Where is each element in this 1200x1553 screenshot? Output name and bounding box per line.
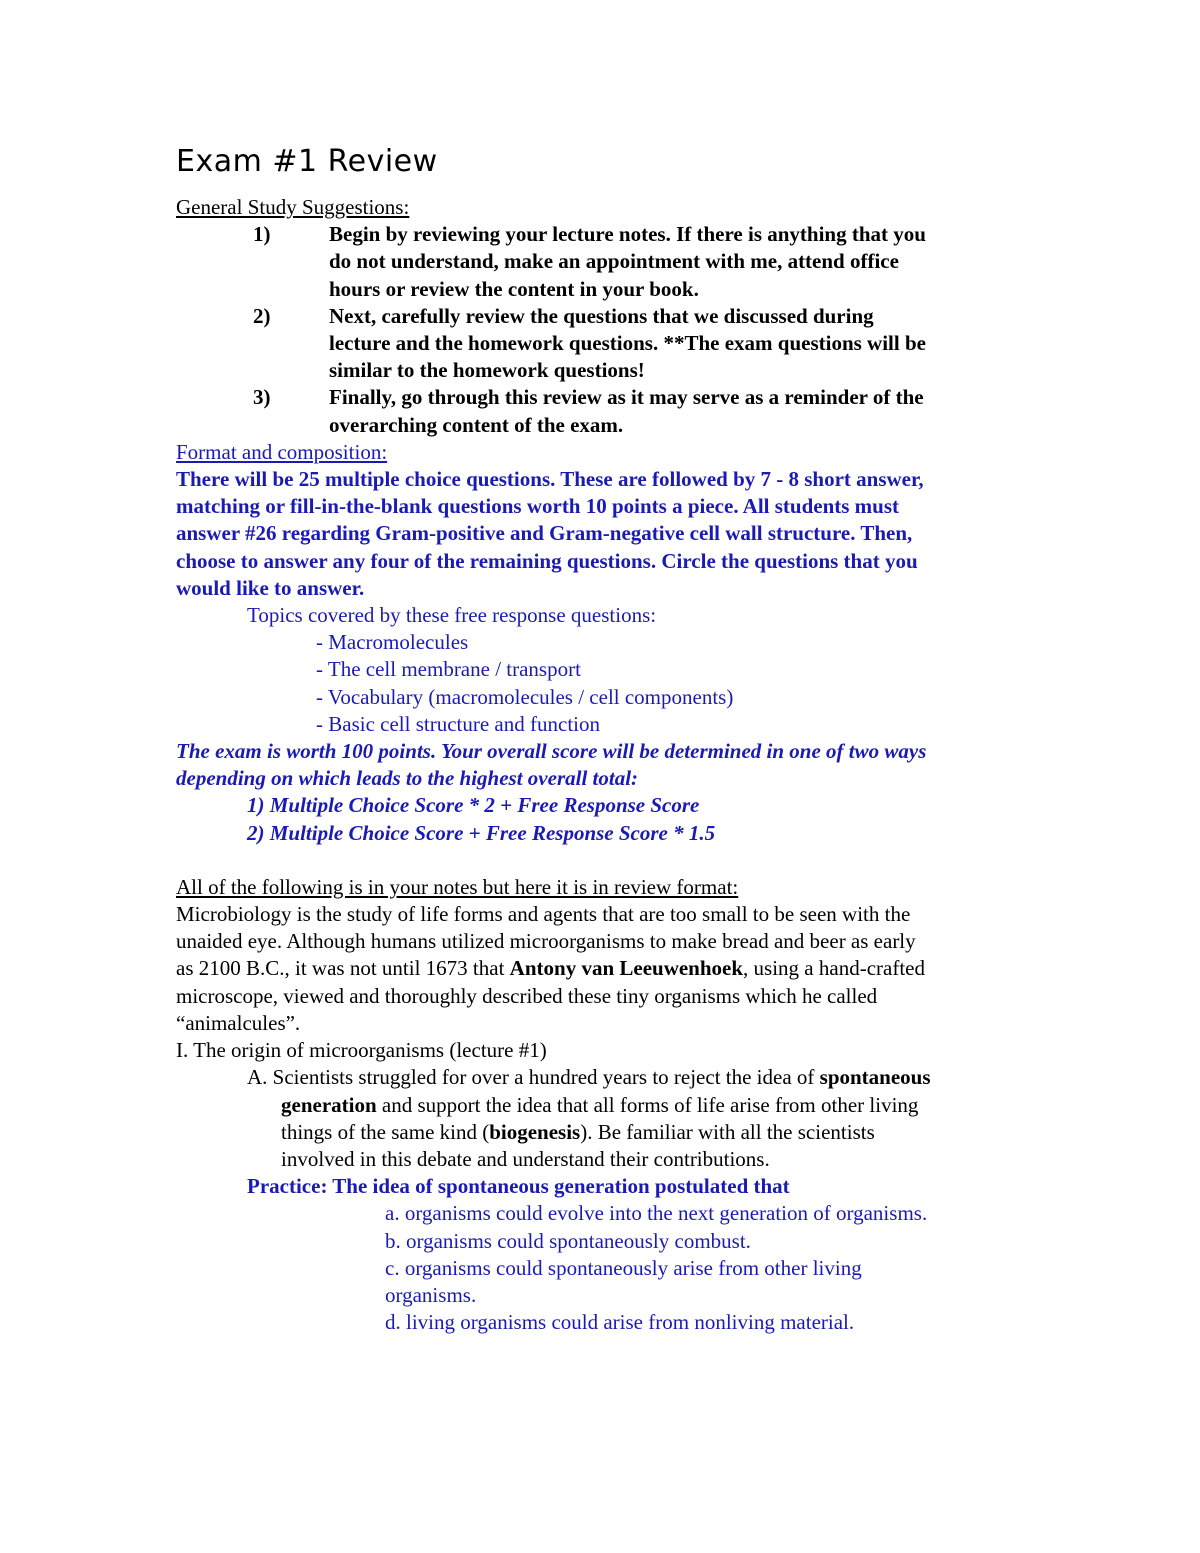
topic-item: - Basic cell structure and function [316,711,600,736]
score-description [176,738,1036,792]
format-paragraph [176,466,1036,602]
score-options [176,792,1036,846]
study-item-number: 3) [253,385,271,410]
topic-item: - Vocabulary (macromolecules / cell components) [316,684,734,709]
study-item-line: Finally, go through this review as it may serve as a reminder of the [329,385,924,410]
study-item-line: Begin by reviewing your lecture notes. If there is anything that you [329,222,926,247]
review-heading: All of the following is in your notes but here it is in review format: [176,874,739,899]
format-heading: Format and composition: [176,439,388,464]
option-b: b. organisms could spontaneously combust. [385,1228,751,1253]
term-spontaneous: spontaneous [819,1065,931,1090]
option-c: c. organisms could spontaneously arise from other living [385,1255,862,1280]
intro-line: unaided eye. Although humans utilized microorganisms to make bread and beer as early [176,929,916,954]
topic-item: - The cell membrane / transport [316,657,581,682]
intro-paragraph [176,901,1036,1037]
study-item-2 [176,303,1036,385]
study-item-3 [176,384,1036,438]
practice-options [176,1200,1036,1336]
study-item-number: 2) [253,303,271,328]
study-item-number: 1) [253,222,271,247]
option-d: d. living organisms could arise from nonliving material. [385,1310,855,1335]
study-item-line: similar to the homework questions! [329,358,645,383]
study-item-line: Next, carefully review the questions that we discussed during [329,303,874,328]
format-line: would like to answer. [176,575,365,600]
term-biogenesis: biogenesis [489,1119,581,1144]
score-option: 1) Multiple Choice Score * 2 + Free Response Score [247,793,700,818]
section-heading-1: I. The origin of microorganisms (lecture #1) [176,1038,547,1063]
study-suggestions-heading: General Study Suggestions: [176,195,410,219]
study-item-line: overarching content of the exam. [329,412,624,437]
study-item-line: lecture and the homework questions. **The exam questions will be [329,331,926,356]
format-line: choose to answer any four of the remaining questions. Circle the questions that you [176,548,918,573]
practice-question: Practice: The idea of spontaneous generation postulated that [247,1174,790,1199]
document-page [176,140,1036,1336]
topic-item: - Macromolecules [316,630,469,655]
study-item-line: do not understand, make an appointment with me, attend office [329,249,899,274]
spacer [176,847,1036,874]
intro-line: microscope, viewed and thoroughly described these tiny organisms which he called [176,983,878,1008]
review-section [176,874,1036,1336]
score-line: The exam is worth 100 points. Your overall score will be determined in one of two ways [176,739,927,764]
score-line: depending on which leads to the highest overall total: [176,766,639,791]
page-title: Exam #1 Review [176,144,438,179]
format-section [176,439,1036,847]
term-generation: generation [281,1092,377,1117]
study-list [176,221,1036,439]
topics-list [176,629,1036,738]
study-item-line: hours or review the content in your book. [329,276,699,301]
intro-line: Microbiology is the study of life forms and agents that are too small to be seen with the [176,902,911,927]
score-option: 2) Multiple Choice Score + Free Response Score * 1.5 [247,820,716,845]
intro-line: “animalcules”. [176,1010,301,1035]
topics-heading: Topics covered by these free response questions: [247,603,657,628]
intro-line: as 2100 B.C., it was not until 1673 that Antony van Leeuwenhoek, using a hand-crafted [176,956,925,981]
format-line: There will be 25 multiple choice questions. These are followed by 7 - 8 short answer, [176,467,924,492]
option-a: a. organisms could evolve into the next generation of organisms. [385,1201,928,1226]
point-a: A. Scientists struggled for over a hundred years to reject the idea of spontaneous generation and support the idea that all forms of life arise from other living things of the same kind (biogenesis). Be familiar with all the scientists involved in this debate and understand their contributions. [247,1065,931,1171]
format-line: matching or fill-in-the-blank questions worth 10 points a piece. All students must [176,494,900,519]
scientist-name: Antony van Leeuwenhoek [509,956,744,981]
format-line: answer #26 regarding Gram-positive and Gram-negative cell wall structure. Then, [176,521,913,546]
option-c-continued: organisms. [385,1282,477,1307]
study-item-1 [176,221,1036,303]
